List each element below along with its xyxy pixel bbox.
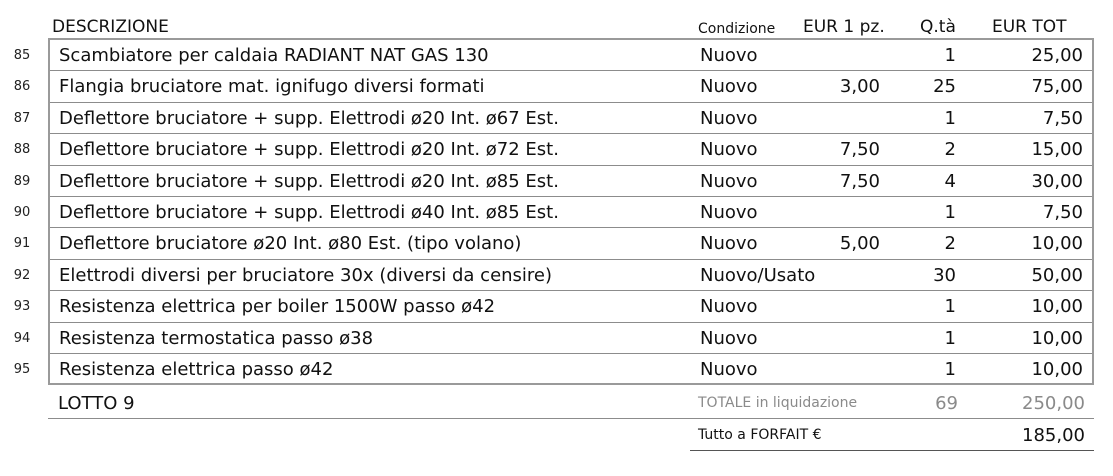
- item-total: 10,00: [1031, 327, 1083, 349]
- item-quantity: 4: [944, 170, 956, 192]
- item-total: 50,00: [1031, 264, 1083, 286]
- row-number: 86: [13, 79, 31, 95]
- item-total: 10,00: [1031, 359, 1083, 380]
- row-number: 91: [13, 236, 31, 252]
- item-description: Resistenza termostatica passo ø38: [59, 327, 374, 349]
- item-total: 7,50: [1042, 202, 1083, 223]
- item-condition: Nuovo: [700, 170, 758, 192]
- item-total: 10,00: [1031, 233, 1083, 255]
- item-quantity: 30: [933, 264, 956, 286]
- item-quantity: 1: [944, 359, 956, 380]
- item-description: Resistenza elettrica passo ø42: [59, 359, 334, 380]
- item-condition: Nuovo: [700, 107, 758, 129]
- item-unit-price: 5,00: [839, 233, 880, 255]
- item-unit-price: 7,50: [839, 170, 880, 192]
- row-number: 88: [13, 142, 31, 158]
- table-row: [50, 228, 1092, 259]
- row-number: 92: [13, 267, 31, 283]
- item-condition: Nuovo: [700, 45, 758, 66]
- item-quantity: 2: [944, 139, 956, 161]
- lot-label: LOTTO 9: [58, 393, 135, 414]
- item-total: 10,00: [1031, 296, 1083, 318]
- item-total: 30,00: [1031, 170, 1083, 192]
- row-number: 89: [13, 173, 31, 189]
- item-condition: Nuovo: [700, 233, 758, 255]
- item-condition: Nuovo: [700, 359, 758, 380]
- item-condition: Nuovo: [700, 327, 758, 349]
- row-number: 93: [13, 299, 31, 315]
- item-description: Resistenza elettrica per boiler 1500W passo ø42: [59, 296, 496, 318]
- item-quantity: 1: [944, 107, 956, 129]
- item-total: 25,00: [1031, 45, 1083, 66]
- item-total: 75,00: [1031, 76, 1083, 98]
- forfait-label: Tutto a FORFAIT €: [698, 427, 822, 443]
- total-quantity: 69: [935, 393, 958, 414]
- item-description: Elettrodi diversi per bruciatore 30x (diversi da censire): [59, 264, 553, 286]
- header-total: EUR TOT: [992, 17, 1067, 37]
- item-description: Scambiatore per caldaia RADIANT NAT GAS 130: [59, 45, 489, 66]
- item-quantity: 2: [944, 233, 956, 255]
- table-row: [50, 323, 1092, 354]
- table-row: [50, 40, 1092, 71]
- table-row: [50, 134, 1092, 165]
- row-number: 94: [13, 330, 31, 346]
- row-number: 90: [13, 205, 31, 220]
- item-condition: Nuovo: [700, 202, 758, 223]
- row-number: 95: [13, 362, 31, 377]
- item-total: 15,00: [1031, 139, 1083, 161]
- header-quantity: Q.tà: [920, 17, 956, 37]
- item-quantity: 1: [944, 327, 956, 349]
- forfait-row: [690, 420, 1094, 451]
- total-label: TOTALE in liquidazione: [698, 395, 858, 411]
- item-description: Deflettore bruciatore ø20 Int. ø80 Est. (tipo volano): [59, 233, 522, 255]
- table-row: [50, 71, 1092, 102]
- item-description: Flangia bruciatore mat. ignifugo diversi formati: [59, 76, 485, 98]
- item-condition: Nuovo: [700, 76, 758, 98]
- item-description: Deflettore bruciatore + supp. Elettrodi ø20 Int. ø67 Est.: [59, 107, 559, 129]
- forfait-amount: 185,00: [1022, 425, 1085, 446]
- item-quantity: 1: [944, 296, 956, 318]
- item-description: Deflettore bruciatore + supp. Elettrodi ø40 Int. ø85 Est.: [59, 202, 559, 223]
- item-condition: Nuovo: [700, 139, 758, 161]
- total-amount: 250,00: [1022, 393, 1085, 414]
- row-number: 85: [13, 48, 31, 63]
- table-row: [50, 166, 1092, 197]
- item-quantity: 1: [944, 202, 956, 223]
- header-condition: Condizione: [698, 21, 776, 37]
- item-total: 7,50: [1042, 107, 1083, 129]
- item-description: Deflettore bruciatore + supp. Elettrodi ø20 Int. ø72 Est.: [59, 139, 559, 161]
- item-quantity: 25: [933, 76, 956, 98]
- item-unit-price: 7,50: [839, 139, 880, 161]
- items-table: [48, 38, 1094, 385]
- table-row: [50, 354, 1092, 385]
- table-row: [50, 103, 1092, 134]
- table-row: [50, 260, 1092, 291]
- summary-row: [48, 388, 1094, 419]
- header-description: DESCRIZIONE: [52, 17, 169, 37]
- item-quantity: 1: [944, 45, 956, 66]
- item-description: Deflettore bruciatore + supp. Elettrodi ø20 Int. ø85 Est.: [59, 170, 559, 192]
- item-condition: Nuovo: [700, 296, 758, 318]
- item-unit-price: 3,00: [839, 76, 880, 98]
- item-condition: Nuovo/Usato: [700, 264, 816, 286]
- row-number: 87: [13, 110, 31, 126]
- table-row: [50, 197, 1092, 228]
- table-row: [50, 291, 1092, 322]
- header-unit-price: EUR 1 pz.: [803, 17, 885, 37]
